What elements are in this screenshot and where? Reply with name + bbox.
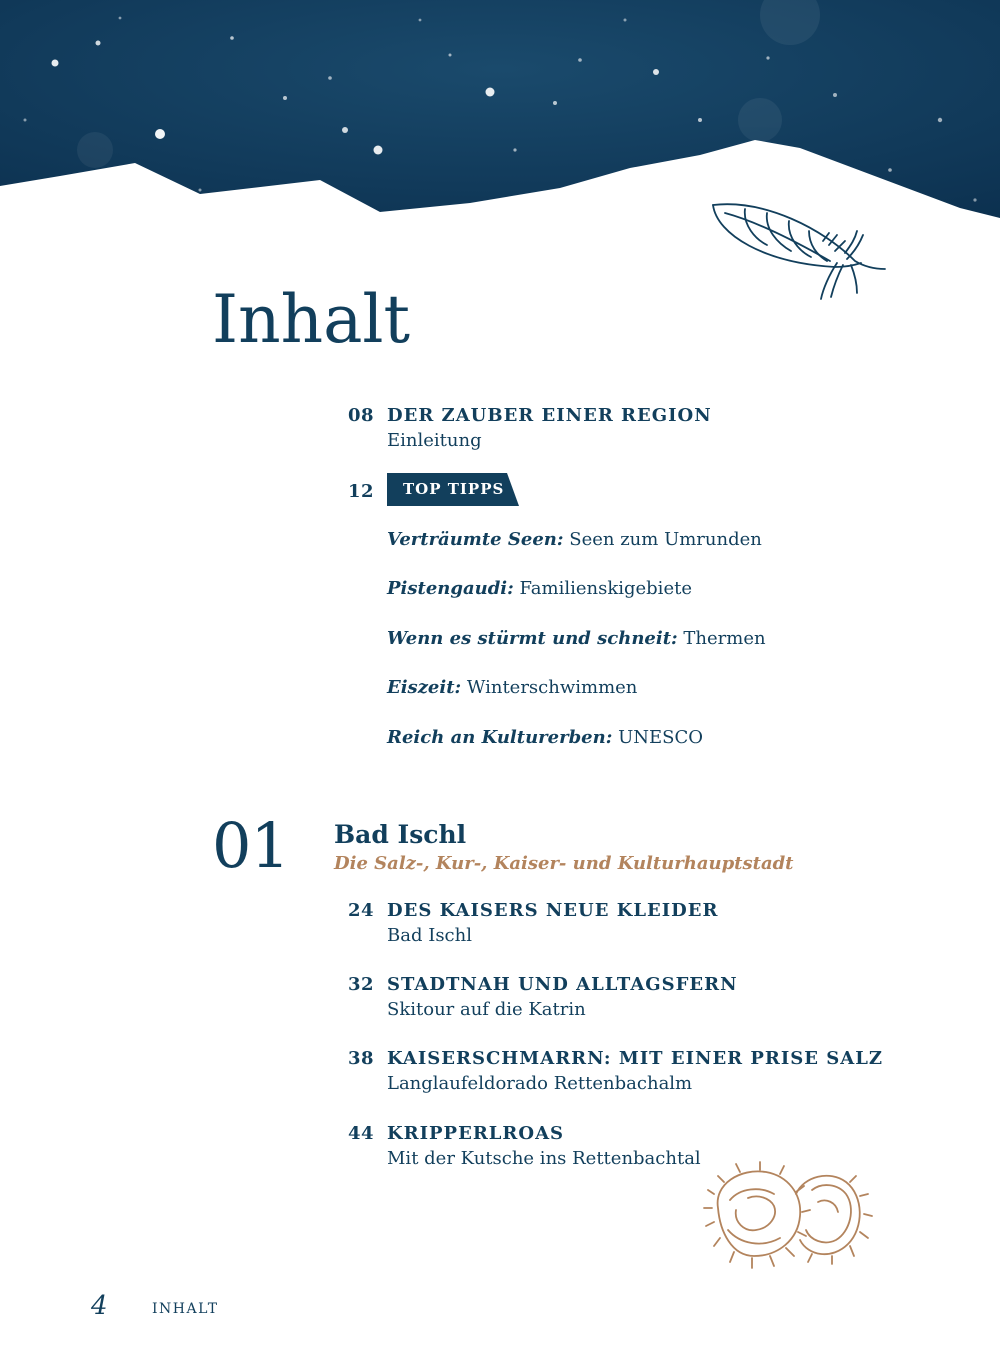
tip-value: Winterschwimmen <box>466 677 638 698</box>
toc-entry-page-number: 38 <box>348 1048 375 1069</box>
toc-entry-page-number: 32 <box>348 974 375 995</box>
toc-entry-subtitle: Langlaufeldorado Rettenbachalm <box>387 1073 693 1094</box>
top-tips-badge[interactable] <box>387 473 519 506</box>
toc-entry-page-number: 24 <box>348 900 375 921</box>
tip-item[interactable] <box>387 529 762 550</box>
chapter-title[interactable]: Bad Ischl <box>334 820 467 849</box>
running-header-label: INHALT <box>152 1301 219 1317</box>
top-tips-label: TOP TIPPS <box>403 480 505 498</box>
toc-entry-page-number: 08 <box>348 405 375 426</box>
toc-entry-subtitle: Skitour auf die Katrin <box>387 999 586 1020</box>
toc-entry-title: KAISERSCHMARRN: MIT EINER PRISE SALZ <box>387 1048 884 1069</box>
toc-entry-subtitle: Bad Ischl <box>387 925 472 946</box>
tip-key: Pistengaudi: <box>387 578 514 599</box>
chapter-number: 01 <box>212 809 289 882</box>
toc-entry-subtitle: Mit der Kutsche ins Rettenbachtal <box>387 1148 701 1169</box>
toc-entry-page-number: 12 <box>348 481 375 502</box>
page-number: 4 <box>91 1291 108 1321</box>
tip-key: Reich an Kulturerben: <box>387 727 613 748</box>
tip-key: Eiszeit: <box>387 677 462 698</box>
toc-entry-subtitle: Einleitung <box>387 430 482 451</box>
toc-entry-title: KRIPPERLROAS <box>387 1123 565 1144</box>
chestnuts-icon <box>700 1160 875 1270</box>
tip-key: Verträumte Seen: <box>387 529 564 550</box>
toc-entry-title: DES KAISERS NEUE KLEIDER <box>387 900 719 921</box>
tip-item[interactable] <box>387 677 637 698</box>
chapter-subtitle: Die Salz-, Kur-, Kaiser- und Kulturhauptstadt <box>334 853 794 874</box>
tip-key: Wenn es stürmt und schneit: <box>387 628 678 649</box>
toc-entry-page-number: 44 <box>348 1123 375 1144</box>
page-title: Inhalt <box>212 281 411 358</box>
tip-item[interactable] <box>387 628 766 649</box>
toc-entry-title: DER ZAUBER EINER REGION <box>387 405 712 426</box>
tip-value: Familienskigebiete <box>519 578 692 599</box>
tip-item[interactable] <box>387 727 703 748</box>
toc-entry-title: STADTNAH UND ALLTAGSFERN <box>387 974 738 995</box>
tip-value: Thermen <box>683 628 766 649</box>
tip-value: Seen zum Umrunden <box>569 529 762 550</box>
tip-value: UNESCO <box>618 727 703 748</box>
tip-item[interactable] <box>387 578 692 599</box>
feather-icon <box>705 195 890 310</box>
